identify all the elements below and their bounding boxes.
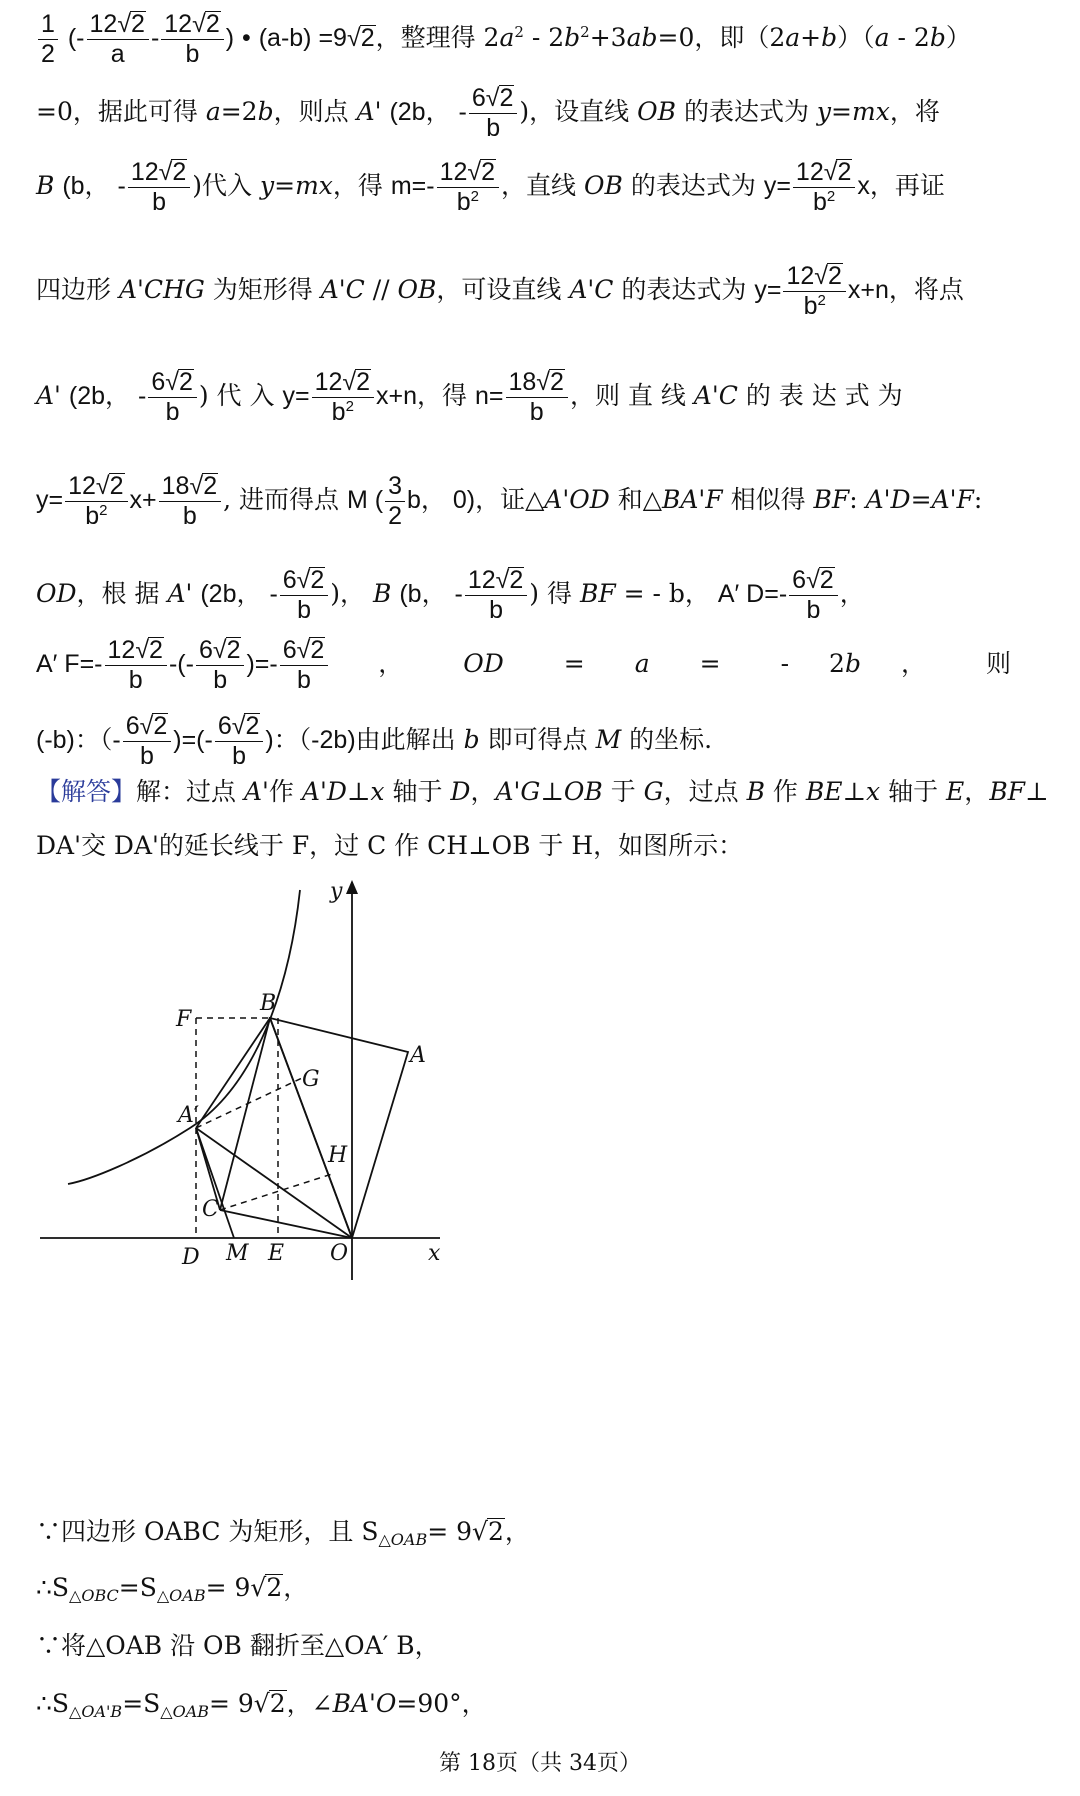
label-e: E bbox=[268, 1241, 285, 1266]
text-line-4: 四边形 A'CHG 为矩形得 A'C // OB，可设直线 A'C 的表达式为 y= $\frac{12√2}{b^2}$ x+n，将点 bbox=[36, 262, 964, 320]
text-line-6: y= $\frac{12√2}{b^2}$ x+ $\frac{18√2}{b}$ , 进而得点 M ( $\frac{3}{2}$ b， 0)，证△A'OD 和△BA'F 相似得 BF: A'D=A'F: bbox=[36, 472, 983, 530]
statement-2: $\therefore S_{\triangle OBC}=S_{\triangle OAB}= 9√2$， bbox=[36, 1573, 309, 1605]
statement-4: $\therefore S_{\triangle OA'B}=S_{\triangle OAB}= 9√2$，∠BA'O=90°， bbox=[36, 1689, 487, 1721]
label-x: x bbox=[428, 1241, 441, 1266]
expr-text: (a-b) =9 bbox=[258, 23, 347, 52]
label-y: y bbox=[330, 880, 343, 904]
answer-tag: 【解答】 bbox=[36, 777, 137, 806]
text-line-9: (-b)：（- $\frac{6√2}{b}$ )=(- $\frac{6√2}{b}$ )：（-2b)由此解出 b 即可得点 M 的坐标. bbox=[36, 712, 713, 770]
y-arrow bbox=[346, 880, 358, 894]
dashed-ch bbox=[220, 1174, 332, 1210]
text-line-1: $\frac{1}{2}$ (- $\frac{12√2}{a}$ - $\frac{12√2}{b}$ ) • (a-b) =9√2，整理得 $2a^2 - 2b^2+3ab=0$，即（2a+b）（a - 2b） bbox=[36, 10, 1052, 69]
statement-3: ∵将△OAB 沿 OB 翻折至△OA′ B， bbox=[36, 1631, 440, 1660]
label-h: H bbox=[328, 1143, 348, 1168]
text-line-5: A' (2b， - $\frac{6√2}{b}$ ) 代 入 y= $\frac{12√2}{b^2}$ x+n，得 n= $\frac{18√2}{b}$ ，则 直 线 A'C 的 表 达 式 为 bbox=[36, 368, 903, 426]
label-m: M bbox=[226, 1241, 249, 1266]
text-line-3: B (b， - $\frac{12√2}{b}$ )代入 y=mx，得 m=- $\frac{12√2}{b^2}$ ，直线 OB 的表达式为 y= $\frac{12√2}{b^2}$ x，再证 bbox=[36, 158, 945, 216]
text-line-8: A′ F=- $\frac{12√2}{b}$ -(- $\frac{6√2}{b}$ )=- $\frac{6√2}{b}$ ， OD = a = - 2b ， 则 bbox=[36, 636, 1011, 694]
page-footer: 第 18页（共 34页） bbox=[439, 1751, 641, 1776]
answer-line-1: 【解答】解：过点 A'作 A'D⊥x 轴于 D，A'G⊥OB 于 G，过点 B 作 BE⊥x 轴于 E，BF⊥ bbox=[36, 777, 1049, 806]
label-a-prime: A′ bbox=[178, 1103, 199, 1128]
label-b: B bbox=[260, 991, 277, 1016]
label-a: A bbox=[410, 1043, 426, 1068]
text-line-7: OD，根 据 A' (2b， - $\frac{6√2}{b}$ )， B (b， - $\frac{12√2}{b}$ ) 得 BF = - b， A′ D=- $\frac{6√2}{b}$ ， bbox=[36, 566, 865, 624]
fraction: $\frac{1}{2}$ bbox=[38, 10, 58, 69]
statement-1: ∵四边形 OABC 为矩形，且 $S_{\triangle OAB}= 9√2$， bbox=[36, 1517, 530, 1549]
label-d: D bbox=[182, 1245, 200, 1270]
label-f: F bbox=[176, 1007, 192, 1032]
label-c: C bbox=[202, 1197, 219, 1222]
answer-line-2: DA'交 DA'的延长线于 F，过 C 作 CH⊥OB 于 H，如图所示： bbox=[36, 831, 744, 860]
text-line-2: =0，据此可得 a=2b，则点 A' (2b， - $\frac{6√2}{b}$ )，设直线 OB 的表达式为 y=mx，将 bbox=[36, 84, 940, 142]
label-g: G bbox=[302, 1067, 320, 1092]
geometry-diagram bbox=[40, 880, 460, 1300]
label-o: O bbox=[330, 1241, 349, 1266]
